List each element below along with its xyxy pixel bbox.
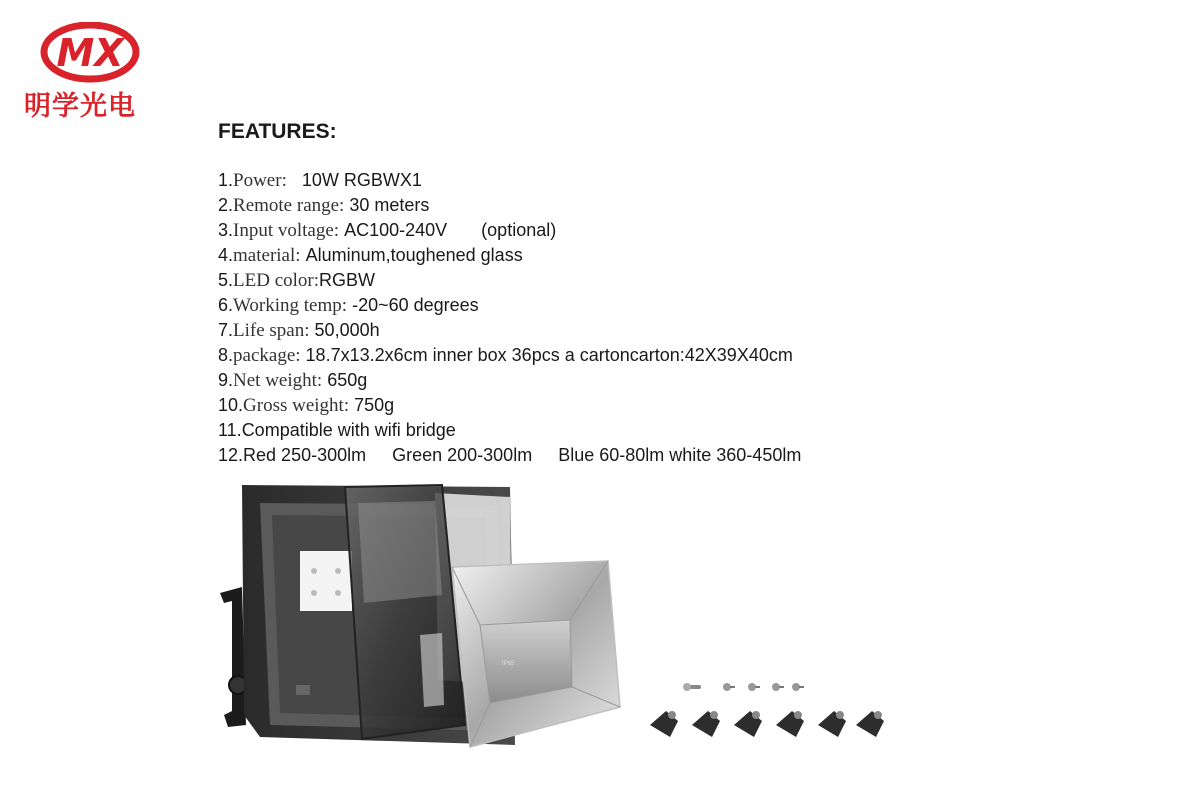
feature-label: Gross weight: (243, 395, 350, 416)
feature-label: Working temp: (233, 295, 348, 316)
logo-letters: MX (56, 31, 124, 75)
feature-value: AC100-240V (344, 220, 448, 240)
feature-value: 650g (327, 370, 368, 390)
screws (683, 683, 804, 691)
brand-name: 明学光电 (24, 91, 136, 122)
feature-number: 1. (218, 170, 234, 190)
feature-label: Power: (233, 170, 287, 191)
mounting-clips (650, 711, 884, 737)
feature-number: 10. (218, 395, 244, 415)
feature-value: -20~60 degrees (352, 295, 479, 315)
feature-number: 4. (218, 245, 234, 265)
feature-number: 3. (218, 220, 234, 240)
feature-item (218, 293, 801, 318)
feature-label: material: (233, 245, 301, 266)
feature-item (218, 268, 801, 293)
mounting-bracket (220, 587, 247, 727)
feature-label: Net weight: (233, 370, 323, 391)
feature-item (218, 318, 801, 343)
feature-label: Input voltage: (233, 220, 340, 241)
feature-item (218, 168, 801, 193)
led-board (300, 551, 352, 611)
feature-number: 12. (218, 445, 244, 465)
reflector (452, 561, 620, 747)
feature-label: package: (233, 345, 301, 366)
feature-value: 30 meters (349, 195, 430, 215)
feature-number: 9. (218, 370, 234, 390)
feature-value: Compatible with wifi bridge (241, 420, 456, 440)
feature-value: Red 250-300lm (243, 445, 367, 465)
feature-number: 6. (218, 295, 234, 315)
product-image (180, 475, 900, 775)
feature-number: 2. (218, 195, 234, 215)
feature-number: 11. (218, 420, 242, 440)
feature-label: LED color: (233, 270, 320, 291)
features-heading: FEATURES: (218, 120, 337, 143)
feature-label: Remote range: (233, 195, 345, 216)
lens-badge: IP65 (502, 661, 515, 667)
feature-value: 50,000h (314, 320, 380, 340)
feature-item (218, 243, 801, 268)
feature-value: 10W RGBWX1 (301, 170, 422, 190)
feature-number: 7. (218, 320, 234, 340)
feature-item (218, 393, 801, 418)
feature-item (218, 418, 801, 443)
feature-item (218, 193, 801, 218)
feature-item (218, 368, 801, 393)
feature-item (218, 443, 801, 468)
feature-extra: (optional) (481, 220, 557, 240)
feature-value: Aluminum,toughened glass (305, 245, 523, 265)
feature-extra-2: Blue 60-80lm white 360-450lm (558, 445, 802, 465)
feature-label: Life span: (233, 320, 310, 341)
features-list (218, 168, 801, 468)
feature-value: RGBW (319, 270, 376, 290)
feature-value: 18.7x13.2x6cm inner box 36pcs a cartoncarton:42X39X40cm (305, 345, 793, 365)
feature-value: 750g (354, 395, 395, 415)
feature-item (218, 218, 801, 243)
feature-number: 5. (218, 270, 234, 290)
feature-item (218, 343, 801, 368)
feature-extra: Green 200-300lm (392, 445, 533, 465)
feature-number: 8. (218, 345, 234, 365)
